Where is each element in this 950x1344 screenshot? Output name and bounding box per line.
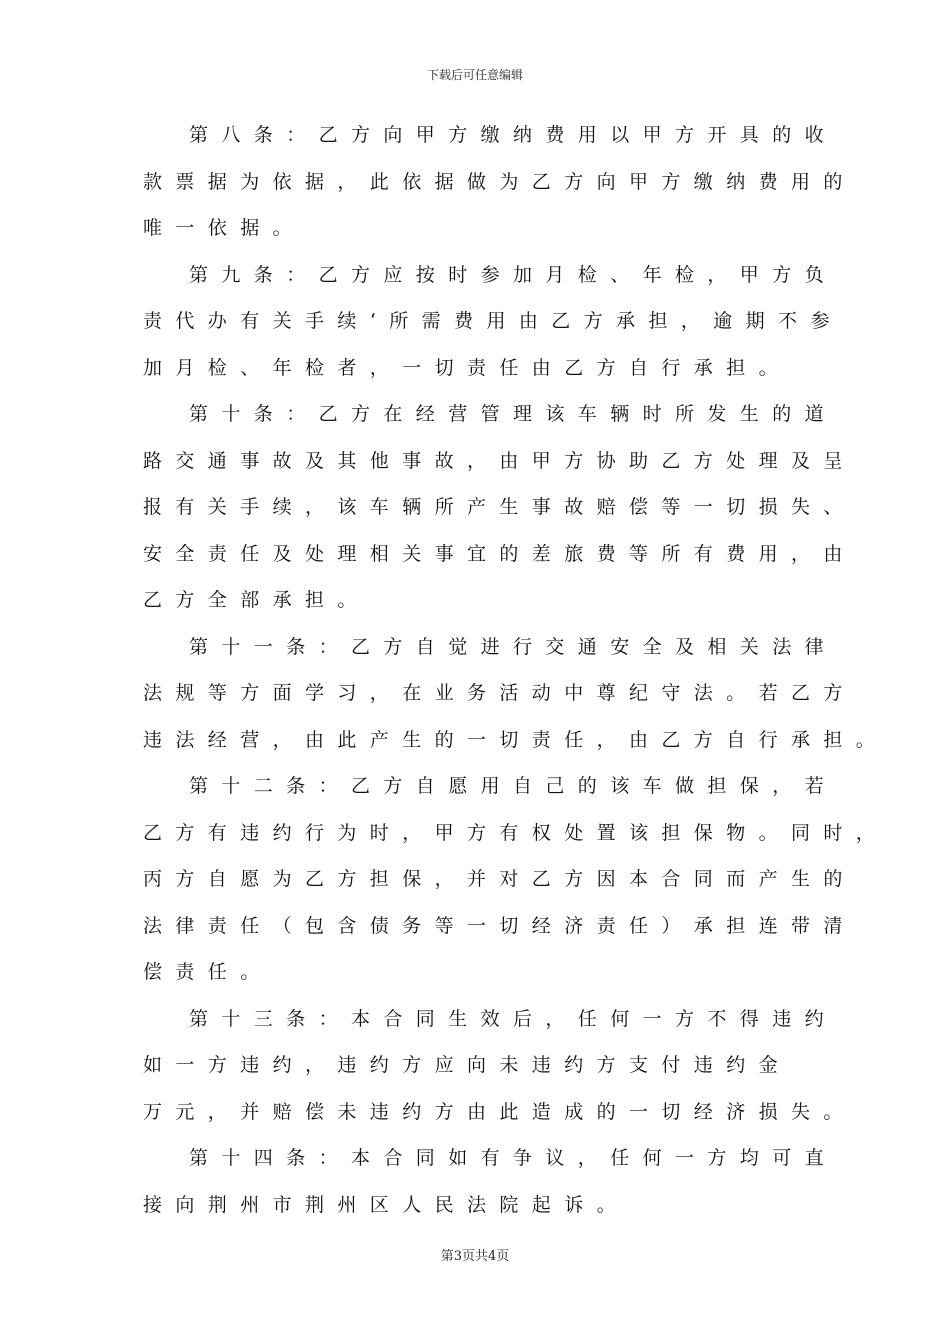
page-header: 下载后可任意编辑: [426, 68, 523, 82]
article-first-line: 第十三条：本合同生效后，任何一方不得违约: [189, 1007, 838, 1030]
body-text-line: 万元，并赔偿未违约方由此造成的一切经济损失。: [143, 1100, 856, 1123]
body-text-line: 法规等方面学习，在业务活动中尊纪守法。若乙方: [143, 682, 856, 704]
body-text-line: 报有关手续，该车辆所产生事故赔偿等一切损失、: [143, 496, 856, 518]
document-body: [143, 112, 889, 1228]
body-text-line: 法律责任（包含债务等一切经济责任）承担连带清: [143, 914, 856, 937]
body-text-line: 如一方违约，违约方应向未违约方支付违约金: [143, 1054, 792, 1076]
body-text-line: 偿责任。: [143, 961, 273, 983]
article-first-line: 第十四条：本合同如有争议，任何一方均可直: [189, 1147, 838, 1169]
body-text-line: 责代办有关手续‘所需费用由乙方承担，逾期不参: [143, 310, 843, 332]
body-text-line: 安全责任及处理相关事宜的差旅费等所有费用，由: [143, 542, 856, 565]
body-text-line: 乙方全部承担。: [143, 589, 370, 611]
body-text-line: 唯一依据。: [143, 217, 306, 239]
page-footer: 第3页共4页: [440, 1249, 510, 1264]
body-text-line: 接向荆州市荆州区人民法院起诉。: [143, 1193, 630, 1216]
body-text-line: 丙方自愿为乙方担保，并对乙方因本合同而产生的: [143, 868, 856, 890]
article-first-line: 第十条：乙方在经营管理该车辆时所发生的道: [189, 403, 838, 425]
article-first-line: 第八条：乙方向甲方缴纳费用以甲方开具的收: [189, 124, 838, 146]
article-first-line: 第十一条：乙方自觉进行交通安全及相关法律: [189, 635, 838, 658]
body-text-line: 乙方有违约行为时，甲方有权处置该担保物。同时，: [143, 821, 889, 844]
body-text-line: 款票据为依据，此依据做为乙方向甲方缴纳费用的: [143, 170, 856, 193]
body-text-line: 违法经营，由此产生的一切责任，由乙方自行承担。: [143, 728, 889, 751]
body-text-line: 路交通事故及其他事故，由甲方协助乙方处理及呈: [143, 449, 856, 472]
body-text-line: 加月检、年检者，一切责任由乙方自行承担。: [143, 356, 792, 379]
article-first-line: 第九条：乙方应按时参加月检、年检，甲方负: [189, 263, 838, 286]
article-first-line: 第十二条：乙方自愿用自己的该车做担保，若: [189, 775, 838, 797]
